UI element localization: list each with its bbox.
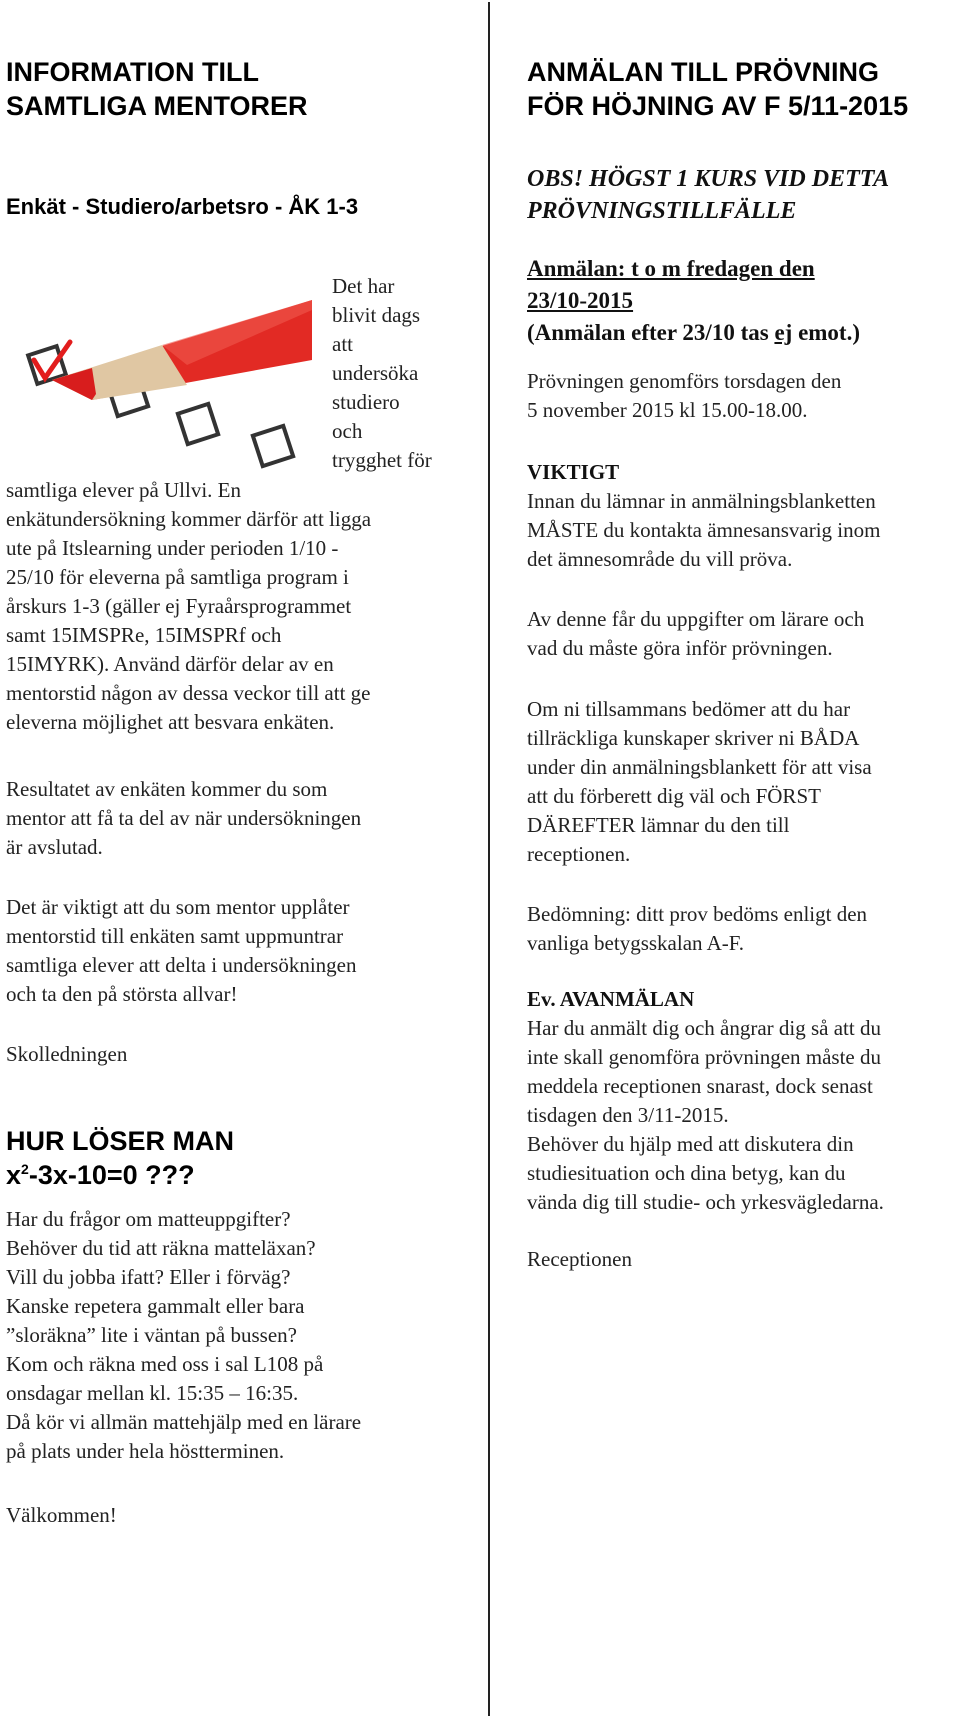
survey-result-paragraph xyxy=(6,775,361,862)
text-line: trygghet för xyxy=(332,448,432,472)
text-line: vad du måste göra inför prövningen. xyxy=(527,636,833,660)
text-line: meddela receptionen snarast, dock senast xyxy=(527,1074,873,1098)
math-help-heading xyxy=(6,1124,234,1192)
text-line: vanliga betygsskalan A-F. xyxy=(527,931,745,955)
text-line: är avslutad. xyxy=(6,835,103,859)
exam-registration-title xyxy=(527,55,908,123)
text-line: mentorstid till enkäten samt uppmuntrar xyxy=(6,924,344,948)
text-fragment: ej xyxy=(774,320,793,345)
text-line: Då kör vi allmän mattehjälp med en lärare xyxy=(6,1410,362,1434)
agreement-paragraph xyxy=(527,695,872,869)
survey-intro-wrap xyxy=(332,272,432,475)
late-registration-note xyxy=(527,320,860,345)
survey-body xyxy=(6,476,371,737)
text-line: Behöver du hjälp med att diskutera din xyxy=(527,1132,854,1156)
text-line: 23/10-2015 xyxy=(527,288,634,313)
column-divider xyxy=(488,2,490,1716)
text-line: Det har xyxy=(332,274,395,298)
title-line: INFORMATION TILL xyxy=(6,57,259,87)
text-line: 15IMYRK). Använd därför delar av en xyxy=(6,652,334,676)
title-line: SAMTLIGA MENTORER xyxy=(6,91,308,121)
text-line: och ta den på största allvar! xyxy=(6,982,238,1006)
text-line: studiero xyxy=(332,390,400,414)
text-line: enkätundersökning kommer därför att ligga xyxy=(6,507,372,531)
text-line: studiesituation och dina betyg, kan du xyxy=(527,1161,846,1185)
equation-x: x xyxy=(6,1160,22,1190)
teacher-info-paragraph xyxy=(527,605,864,663)
text-line: tillräckliga kunskaper skriver ni BÅDA xyxy=(527,726,860,750)
text-line: Kom och räkna med oss i sal L108 på xyxy=(6,1352,324,1376)
equation-exponent: 2 xyxy=(21,1161,29,1177)
text-line: tisdagen den 3/11-2015. xyxy=(527,1103,729,1127)
math-help-welcome: Välkommen! xyxy=(6,1503,117,1527)
text-line: 25/10 för eleverna på samtliga program i xyxy=(6,565,349,589)
text-line: DÄREFTER lämnar du den till xyxy=(527,813,790,837)
text-line: samt 15IMSPRe, 15IMSPRf och xyxy=(6,623,282,647)
text-line: det ämnesområde du vill pröva. xyxy=(527,547,793,571)
text-line: samtliga elever på Ullvi. En xyxy=(6,478,242,502)
text-line: Innan du lämnar in anmälningsblanketten xyxy=(527,489,876,513)
text-line: vända dig till studie- och yrkesvägledarna. xyxy=(527,1190,884,1214)
text-line: att xyxy=(332,332,353,356)
text-fragment: emot.) xyxy=(792,320,860,345)
text-line: årskurs 1-3 (gäller ej Fyraårsprogrammet xyxy=(6,594,352,618)
text-line: MÅSTE du kontakta ämnesansvarig inom xyxy=(527,518,881,542)
text-line: Har du frågor om matteuppgifter? xyxy=(6,1207,291,1231)
text-line: Det är viktigt att du som mentor upplåter xyxy=(6,895,350,919)
text-line: och xyxy=(332,419,363,443)
text-line: Behöver du tid att räkna matteläxan? xyxy=(6,1236,316,1260)
text-line: 5 november 2015 kl 15.00-18.00. xyxy=(527,398,808,422)
text-line: mentor att få ta del av när undersökningen xyxy=(6,806,362,830)
text-line: Resultatet av enkäten kommer du som xyxy=(6,777,328,801)
grading-paragraph xyxy=(527,900,867,958)
survey-importance-paragraph xyxy=(6,893,356,1009)
text-line: inte skall genomföra prövningen måste du xyxy=(527,1045,881,1069)
important-paragraph xyxy=(527,458,880,574)
text-line: Anmälan: t o m fredagen den xyxy=(527,256,815,281)
cancellation-title: Ev. AVANMÄLAN xyxy=(527,987,695,1011)
survey-heading: Enkät - Studiero/arbetsro - ÅK 1-3 xyxy=(6,194,359,219)
text-line: onsdagar mellan kl. 15:35 – 16:35. xyxy=(6,1381,299,1405)
text-line: receptionen. xyxy=(527,842,631,866)
cancellation-paragraph xyxy=(527,985,884,1217)
text-line: Prövningen genomförs torsdagen den xyxy=(527,369,842,393)
math-help-body xyxy=(6,1205,361,1466)
text-line: Har du anmält dig och ångrar dig så att du xyxy=(527,1016,881,1040)
text-line: Kanske repetera gammalt eller bara xyxy=(6,1294,305,1318)
text-line: under din anmälningsblankett för att visa xyxy=(527,755,872,779)
reception-signature: Receptionen xyxy=(527,1247,632,1271)
pencil-checklist-image xyxy=(12,290,312,470)
title-line: HUR LÖSER MAN xyxy=(6,1126,234,1156)
equation xyxy=(6,1160,195,1190)
text-line: Bedömning: ditt prov bedöms enligt den xyxy=(527,902,868,926)
equation-rest: -3x-10=0 ??? xyxy=(28,1160,195,1190)
registration-deadline xyxy=(527,253,860,349)
text-line: att du förberett dig väl och FÖRST xyxy=(527,784,821,808)
survey-signature: Skolledningen xyxy=(6,1042,128,1066)
text-fragment: (Anmälan efter 23/10 tas xyxy=(527,320,775,345)
title-line: FÖR HÖJNING AV F 5/11-2015 xyxy=(527,91,909,121)
text-line: OBS! HÖGST 1 KURS VID DETTA xyxy=(527,166,890,192)
text-line: på plats under hela höstterminen. xyxy=(6,1439,285,1463)
important-title: VIKTIGT xyxy=(527,460,620,484)
text-line: samtliga elever att delta i undersökningen xyxy=(6,953,357,977)
text-line: Av denne får du uppgifter om lärare och xyxy=(527,607,865,631)
text-line: mentorstid någon av dessa veckor till att ge xyxy=(6,681,371,705)
text-line: Vill du jobba ifatt? Eller i förväg? xyxy=(6,1265,291,1289)
text-line: Om ni tillsammans bedömer att du har xyxy=(527,697,851,721)
text-line: eleverna möjlighet att besvara enkäten. xyxy=(6,710,335,734)
title-line: ANMÄLAN TILL PRÖVNING xyxy=(527,57,879,87)
obs-notice xyxy=(527,163,889,227)
text-line: blivit dags xyxy=(332,303,421,327)
mentor-info-title xyxy=(6,55,308,123)
text-line: ”sloräkna” lite i väntan på bussen? xyxy=(6,1323,297,1347)
text-line: ute på Itslearning under perioden 1/10 - xyxy=(6,536,339,560)
text-line: undersöka xyxy=(332,361,419,385)
text-line: PRÖVNINGSTILLFÄLLE xyxy=(527,198,797,224)
exam-date-paragraph xyxy=(527,367,841,425)
